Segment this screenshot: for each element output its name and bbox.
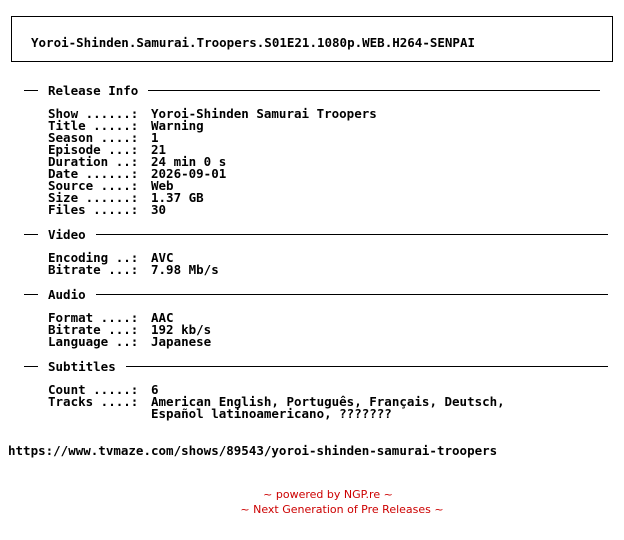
info-key: Files .....: xyxy=(48,202,139,217)
info-value: Web xyxy=(151,178,174,193)
subtitle-key: Count .....: xyxy=(48,382,139,397)
section-dash xyxy=(24,234,38,235)
subtitle-value: Español latinoamericano, ??????? xyxy=(151,406,392,421)
video-key: Encoding ..: xyxy=(48,250,139,265)
info-key: Date ......: xyxy=(48,166,139,181)
info-value: 2026-09-01 xyxy=(151,166,227,181)
info-value: 30 xyxy=(151,202,167,217)
section-audio xyxy=(24,287,608,301)
info-key: Show ......: xyxy=(48,106,139,121)
audio-key: Language ..: xyxy=(48,334,139,349)
section-subtitles xyxy=(24,359,608,373)
subtitle-value: 6 xyxy=(151,382,159,397)
section-release-info xyxy=(24,83,600,97)
section-title: Video xyxy=(48,226,86,242)
video-row xyxy=(48,264,219,276)
release-name: Yoroi-Shinden.Samurai.Troopers.S01E21.1080p.WEB.H264-SENPAI xyxy=(31,35,476,50)
info-key: Duration ..: xyxy=(48,154,139,169)
section-title: Release Info xyxy=(48,82,139,98)
video-key: Bitrate ...: xyxy=(48,262,139,277)
section-title: Audio xyxy=(48,286,86,302)
audio-value: AAC xyxy=(151,310,174,325)
section-rule xyxy=(96,294,608,295)
audio-row xyxy=(48,336,211,348)
box-corner xyxy=(11,16,12,20)
section-title: Subtitles xyxy=(48,358,116,374)
subtitle-value: American English, Português, Français, Deutsch, xyxy=(151,394,505,409)
subtitle-row xyxy=(48,408,392,420)
info-value: Yoroi-Shinden Samurai Troopers xyxy=(151,106,377,121)
info-row xyxy=(48,204,166,216)
info-key: Source ....: xyxy=(48,178,139,193)
info-value: Warning xyxy=(151,118,204,133)
audio-value: Japanese xyxy=(151,334,212,349)
info-value: 1.37 GB xyxy=(151,190,204,205)
section-dash xyxy=(24,90,38,91)
video-value: 7.98 Mb/s xyxy=(151,262,219,277)
section-dash xyxy=(24,366,38,367)
subtitle-key: Tracks ....: xyxy=(48,394,139,409)
footer-tagline: ~ Next Generation of Pre Releases ~ xyxy=(240,503,444,516)
section-rule xyxy=(126,366,608,367)
info-value: 1 xyxy=(151,130,159,145)
section-rule xyxy=(148,90,600,91)
info-key: Size ......: xyxy=(48,190,139,205)
audio-key: Bitrate ...: xyxy=(48,322,139,337)
tvmaze-link[interactable]: https://www.tvmaze.com/shows/89543/yoroi-shinden-samurai-troopers xyxy=(8,443,498,458)
section-rule xyxy=(96,234,608,235)
section-video xyxy=(24,227,608,241)
video-value: AVC xyxy=(151,250,174,265)
audio-key: Format ....: xyxy=(48,310,139,325)
audio-value: 192 kb/s xyxy=(151,322,212,337)
info-value: 21 xyxy=(151,142,167,157)
info-key: Episode ...: xyxy=(48,142,139,157)
info-key: Season ....: xyxy=(48,130,139,145)
section-dash xyxy=(24,294,38,295)
info-key: Title .....: xyxy=(48,118,139,133)
info-value: 24 min 0 s xyxy=(151,154,227,169)
footer-powered-by: ~ powered by NGP.re ~ xyxy=(263,488,393,501)
